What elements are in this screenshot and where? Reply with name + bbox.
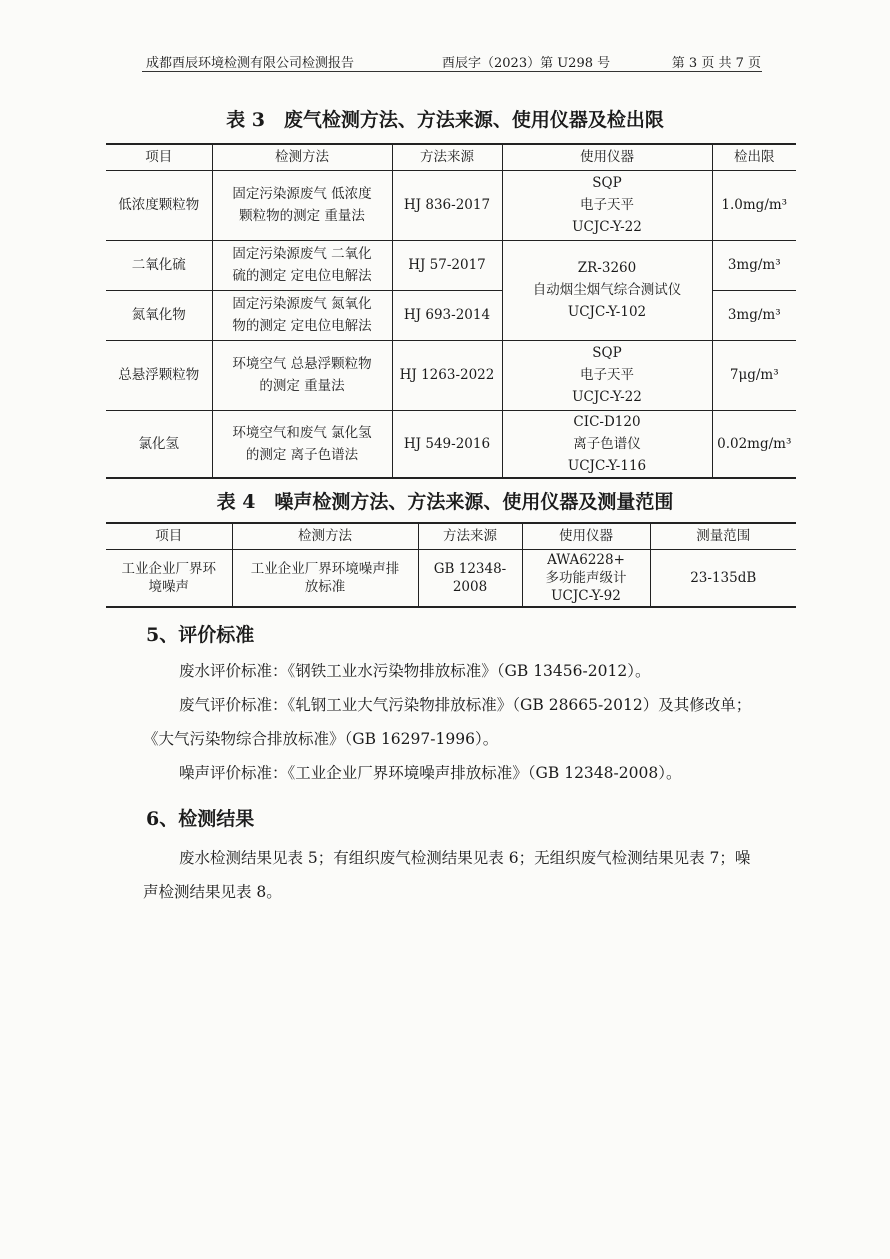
table3-header-item: 项目 (106, 144, 212, 170)
cell-instrument: SQP 电子天平 UCJC-Y-22 (502, 170, 712, 240)
cell-limit: 3mg/m³ (712, 240, 796, 290)
table4-header-source: 方法来源 (418, 523, 522, 549)
cell-method: 固定污染源废气 低浓度 颗粒物的测定 重量法 (212, 170, 392, 240)
table-row (106, 170, 796, 240)
header-company: 成都酉辰环境检测有限公司检测报告 (146, 56, 355, 71)
section6-body (143, 841, 765, 909)
cell-source: HJ 57-2017 (392, 240, 502, 290)
table3-header-method: 检测方法 (212, 144, 392, 170)
cell-instrument: SQP 电子天平 UCJC-Y-22 (502, 340, 712, 410)
table-row (106, 340, 796, 410)
section5-body (143, 654, 765, 790)
section5-title: 5、评价标准 (146, 624, 255, 646)
cell-range: 23-135dB (650, 549, 796, 607)
cell-item: 氮氧化物 (106, 290, 212, 340)
table4-header-item: 项目 (106, 523, 232, 549)
cell-method: 固定污染源废气 二氧化 硫的测定 定电位电解法 (212, 240, 392, 290)
table4-header-range: 测量范围 (650, 523, 796, 549)
cell-source: GB 12348-2008 (418, 549, 522, 607)
cell-limit: 3mg/m³ (712, 290, 796, 340)
cell-item: 二氧化硫 (106, 240, 212, 290)
cell-item: 工业企业厂界环 境噪声 (106, 549, 232, 607)
table4-header-row (106, 523, 796, 549)
cell-method: 环境空气和废气 氯化氢 的测定 离子色谱法 (212, 410, 392, 478)
cell-item: 低浓度颗粒物 (106, 170, 212, 240)
table4-noise-methods (106, 522, 796, 608)
table3-header-limit: 检出限 (712, 144, 796, 170)
header-rule (142, 71, 762, 72)
table3-gas-methods (106, 143, 796, 479)
cell-source: HJ 693-2014 (392, 290, 502, 340)
table3-header-instrument: 使用仪器 (502, 144, 712, 170)
cell-method: 工业企业厂界环境噪声排 放标准 (232, 549, 418, 607)
noise-standard: 噪声评价标准：《工业企业厂界环境噪声排放标准》（GB 12348-2008）。 (179, 764, 682, 782)
section6-title: 6、检测结果 (146, 808, 255, 830)
cell-limit: 0.02mg/m³ (712, 410, 796, 478)
cell-item: 氯化氢 (106, 410, 212, 478)
cell-instrument: AWA6228+ 多功能声级计 UCJC-Y-92 (522, 549, 650, 607)
cell-limit: 7μg/m³ (712, 340, 796, 410)
cell-instrument-shared: ZR-3260 自动烟尘烟气综合测试仪 UCJC-Y-102 (502, 240, 712, 340)
cell-source: HJ 1263-2022 (392, 340, 502, 410)
table-row (106, 240, 796, 290)
cell-method: 环境空气 总悬浮颗粒物 的测定 重量法 (212, 340, 392, 410)
cell-limit: 1.0mg/m³ (712, 170, 796, 240)
table-row (106, 549, 796, 607)
header-report-no: 酉辰字（2023）第 U298 号 (442, 56, 611, 71)
header-page-number: 第 3 页 共 7 页 (671, 56, 761, 71)
table-row (106, 410, 796, 478)
results-reference: 废水检测结果见表 5；有组织废气检测结果见表 6；无组织废气检测结果见表 7；噪声检测结果见表 8。 (143, 849, 751, 901)
table3-header-row (106, 144, 796, 170)
exhaust-gas-standard: 废气评价标准：《轧钢工业大气污染物排放标准》（GB 28665-2012）及其修改单；《大气污染物综合排放标准》（GB 16297-1996）。 (143, 696, 752, 748)
page-header (146, 52, 761, 70)
table4-title: 表 4 噪声检测方法、方法来源、使用仪器及测量范围 (216, 491, 674, 513)
cell-item: 总悬浮颗粒物 (106, 340, 212, 410)
cell-source: HJ 549-2016 (392, 410, 502, 478)
table4-header-instrument: 使用仪器 (522, 523, 650, 549)
table4-header-method: 检测方法 (232, 523, 418, 549)
table3-header-source: 方法来源 (392, 144, 502, 170)
wastewater-standard: 废水评价标准：《钢铁工业水污染物排放标准》（GB 13456-2012）。 (179, 662, 651, 680)
cell-source: HJ 836-2017 (392, 170, 502, 240)
cell-method: 固定污染源废气 氮氧化 物的测定 定电位电解法 (212, 290, 392, 340)
table3-title: 表 3 废气检测方法、方法来源、使用仪器及检出限 (226, 109, 664, 131)
cell-instrument: CIC-D120 离子色谱仪 UCJC-Y-116 (502, 410, 712, 478)
